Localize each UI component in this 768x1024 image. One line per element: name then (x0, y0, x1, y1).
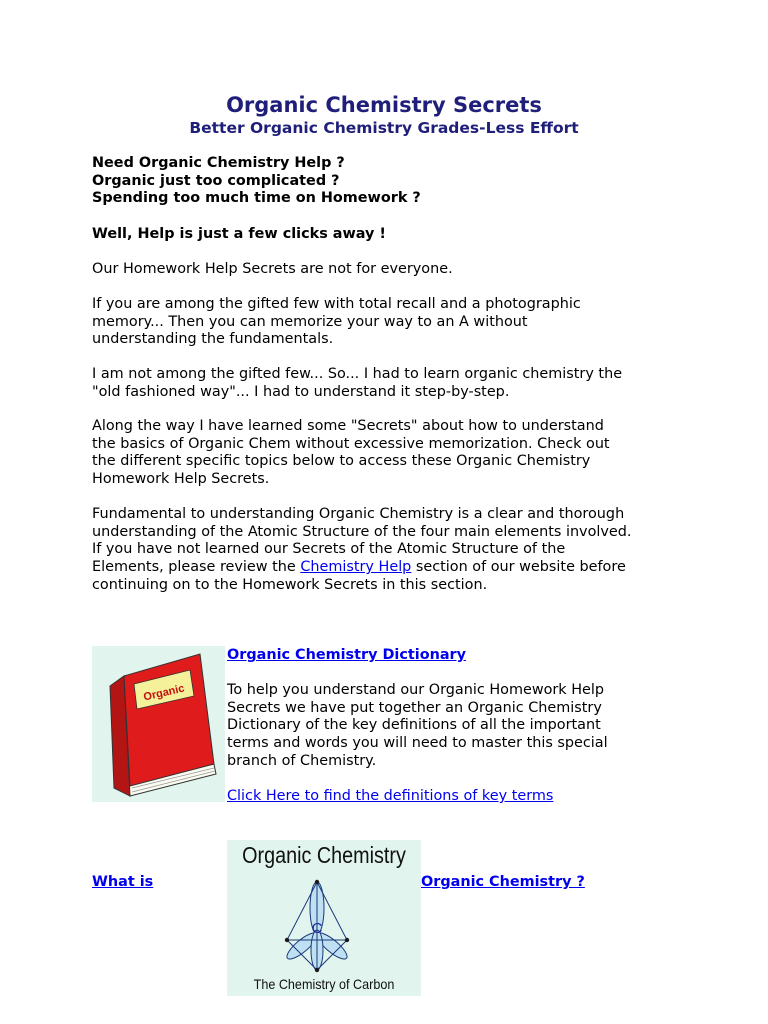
paragraph-line: Along the way I have learned some "Secrets" about how to understand (92, 418, 604, 434)
paragraph-line (92, 559, 692, 577)
paragraph-line: If you have not learned our Secrets of the Atomic Structure of the (92, 541, 566, 558)
paragraph-line: Dictionary of the key definitions of all the important (227, 717, 601, 734)
paragraph-line: To help you understand our Organic Homework Help (227, 682, 605, 698)
image-caption: The Chemistry of Carbon (253, 976, 395, 992)
organic-chemistry-image (227, 840, 421, 996)
paragraph-1: Our Homework Help Secrets are not for everyone. (92, 261, 453, 277)
paragraph-line: If you are among the gifted few with total recall and a photographic (92, 296, 581, 312)
paragraph-4 (92, 418, 692, 489)
paragraph-line: I am not among the gifted few... So... I had to learn organic chemistry the (92, 366, 623, 382)
paragraph-line: "old fashioned way"... I had to understand it step-by-step. (92, 383, 510, 400)
definitions-row (227, 788, 667, 806)
paragraph-line: Secrets we have put together an Organic Chemistry (227, 699, 602, 716)
paragraph-line: branch of Chemistry. (227, 752, 377, 769)
paragraph-5 (92, 506, 692, 595)
organic-chemistry-row (421, 874, 671, 892)
paragraph-line: continuing on to the Homework Secrets in this section. (92, 576, 488, 593)
dictionary-section (227, 647, 667, 665)
paragraph-line: Homework Help Secrets. (92, 471, 270, 488)
carbon-atom-label: C (311, 920, 323, 937)
intro-questions (92, 155, 692, 208)
paragraph-line: Fundamental to understanding Organic Chemistry is a clear and thorough (92, 506, 625, 522)
paragraph-line: the different specific topics below to access these Organic Chemistry (92, 453, 591, 470)
chemistry-help-link[interactable]: Chemistry Help (300, 559, 412, 576)
paragraph-line: understanding of the Atomic Structure of the four main elements involved. (92, 523, 632, 540)
book-label: Organic (142, 682, 186, 704)
definitions-link[interactable]: Click Here to find the definitions of key terms (227, 788, 554, 804)
question-line: Spending too much time on Homework ? (92, 190, 421, 207)
book-icon (92, 646, 225, 802)
organic-chemistry-link[interactable]: Organic Chemistry ? (421, 874, 585, 890)
organic-dictionary-link[interactable]: Organic Chemistry Dictionary (227, 647, 467, 663)
paragraph-line: memory... Then you can memorize your way to an A without (92, 313, 528, 330)
paragraph-text: section of our website before (411, 559, 626, 576)
what-is-row (92, 874, 222, 892)
image-heading: Organic Chemistry (242, 842, 406, 868)
what-is-link[interactable]: What is (92, 874, 154, 890)
organic-book-image (92, 646, 225, 802)
question-line: Need Organic Chemistry Help ? (92, 155, 345, 171)
paragraph-line: understanding the fundamentals. (92, 331, 334, 348)
paragraph-line: terms and words you will need to master this special (227, 735, 608, 752)
paragraph-text: Elements, please review the (92, 559, 301, 576)
paragraph-3 (92, 366, 692, 401)
help-line: Well, Help is just a few clicks away ! (92, 226, 386, 242)
question-line: Organic just too complicated ? (92, 172, 340, 189)
dictionary-description (227, 682, 667, 771)
paragraph-line: the basics of Organic Chem without excessive memorization. Check out (92, 435, 610, 452)
page-title: Organic Chemistry Secrets (226, 93, 542, 117)
paragraph-2 (92, 296, 692, 349)
page-subtitle: Better Organic Chemistry Grades-Less Effort (189, 119, 579, 137)
tetrahedral-carbon-icon (227, 840, 421, 996)
